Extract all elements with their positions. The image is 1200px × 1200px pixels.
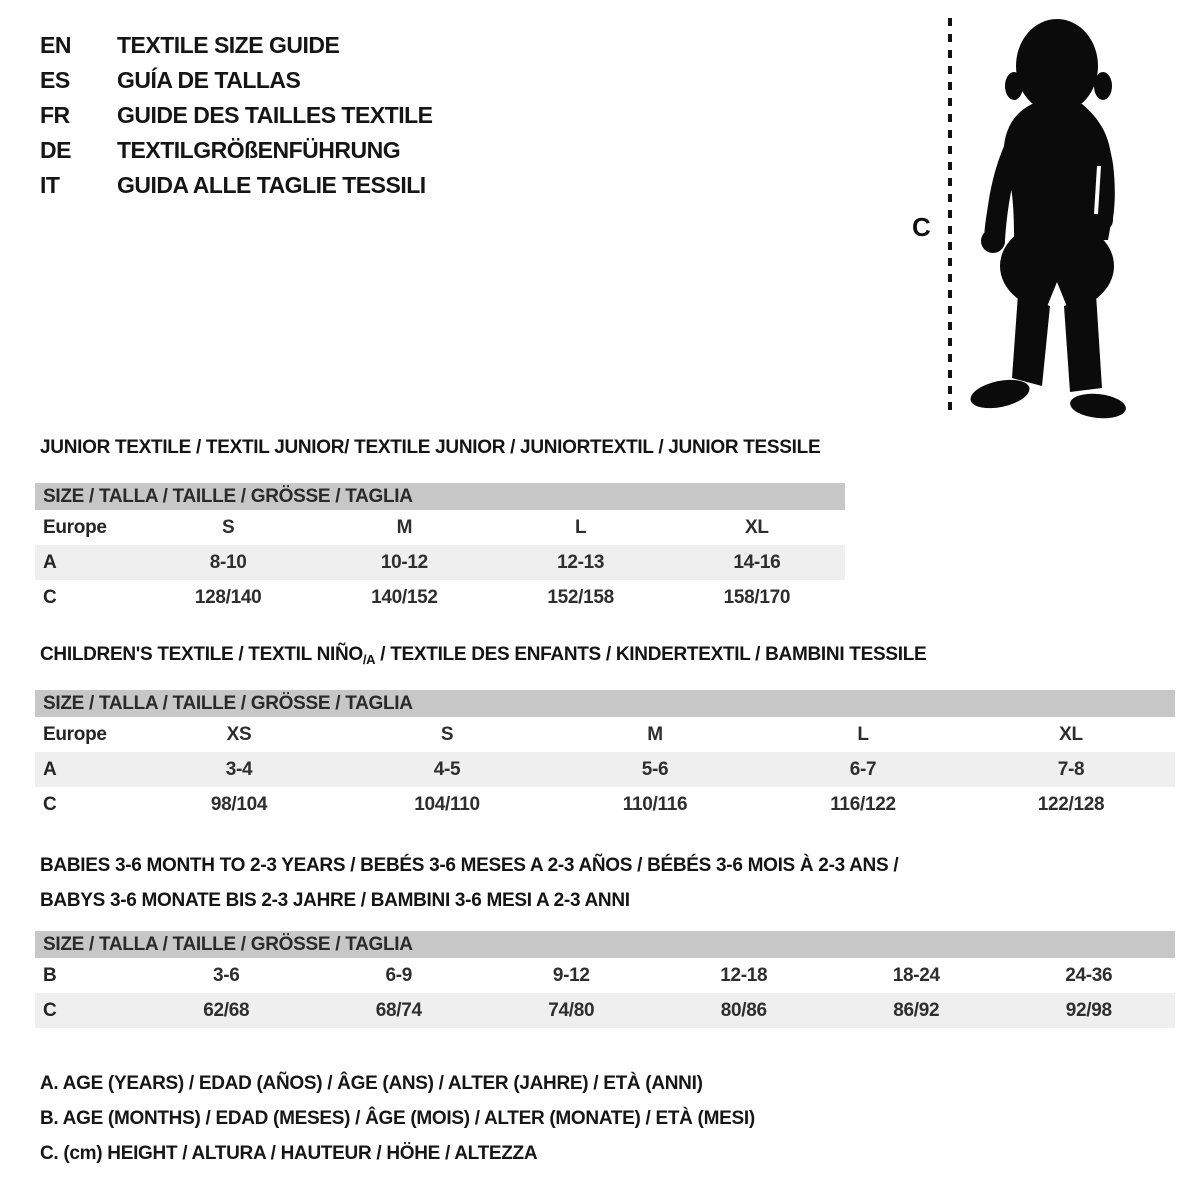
legend-line-a: A. AGE (YEARS) / EDAD (AÑOS) / ÂGE (ANS) / ALTER (JAHRE) / ETÀ (ANNI) xyxy=(40,1073,703,1094)
babies-title-line2: BABYS 3-6 MONATE BIS 2-3 JAHRE / BAMBINI 3-6 MESI A 2-3 ANNI xyxy=(40,890,630,911)
language-title-list xyxy=(40,28,433,203)
row-label: C xyxy=(43,999,57,1021)
height-value: 98/104 xyxy=(210,793,268,815)
age-value: 5-6 xyxy=(641,758,669,780)
size-value: S xyxy=(221,516,235,538)
height-value: 80/86 xyxy=(720,999,767,1021)
age-value: 12-13 xyxy=(557,551,605,573)
babies-title-line1: BABIES 3-6 MONTH TO 2-3 YEARS / BEBÉS 3-6 MESES A 2-3 AÑOS / BÉBÉS 3-6 MOIS À 2-3 ANS / xyxy=(40,855,899,876)
lang-row-es xyxy=(40,63,433,98)
height-value: 140/152 xyxy=(371,586,438,608)
table-row xyxy=(35,993,1175,1028)
children-size-table xyxy=(35,690,1175,822)
table-row xyxy=(35,787,1175,822)
row-label: Europe xyxy=(43,516,107,538)
lang-code: ES xyxy=(40,67,70,93)
height-value: 86/92 xyxy=(893,999,940,1021)
toddler-silhouette-icon xyxy=(962,14,1140,420)
junior-size-table xyxy=(35,483,845,615)
size-value: L xyxy=(574,516,587,538)
row-label: B xyxy=(43,964,57,986)
lang-row-fr xyxy=(40,98,433,133)
table-row xyxy=(35,717,1175,752)
table-row xyxy=(35,958,1175,993)
lang-row-en xyxy=(40,28,433,63)
size-value: XL xyxy=(745,516,769,538)
table-row xyxy=(35,510,845,545)
lang-row-it xyxy=(40,168,433,203)
age-value: 6-9 xyxy=(385,964,413,986)
age-value: 9-12 xyxy=(552,964,590,986)
age-value: 3-4 xyxy=(225,758,253,780)
height-value: 74/80 xyxy=(548,999,595,1021)
size-header-bar: SIZE / TALLA / TAILLE / GRÖSSE / TAGLIA xyxy=(35,931,1175,958)
row-label: C xyxy=(43,586,57,608)
size-value: S xyxy=(440,723,454,745)
age-value: 10-12 xyxy=(380,551,428,573)
row-label: A xyxy=(43,551,57,573)
measure-legend xyxy=(40,1066,755,1171)
junior-section-title: JUNIOR TEXTILE / TEXTIL JUNIOR/ TEXTILE JUNIOR / JUNIORTEXTIL / JUNIOR TESSILE xyxy=(40,437,821,458)
row-label: C xyxy=(43,793,57,815)
table-row xyxy=(35,545,845,580)
lang-row-de xyxy=(40,133,433,168)
babies-size-table xyxy=(35,931,1175,1028)
age-value: 8-10 xyxy=(209,551,247,573)
size-value: M xyxy=(396,516,413,538)
height-dashed-line xyxy=(948,18,952,416)
size-value: L xyxy=(857,723,869,745)
age-value: 4-5 xyxy=(433,758,461,780)
height-value: 158/170 xyxy=(723,586,791,608)
table-row xyxy=(35,580,845,615)
size-header-bar: SIZE / TALLA / TAILLE / GRÖSSE / TAGLIA xyxy=(35,690,1175,717)
age-value: 7-8 xyxy=(1057,758,1085,780)
table-row xyxy=(35,752,1175,787)
row-label: Europe xyxy=(43,723,107,745)
height-value: 122/128 xyxy=(1037,793,1105,815)
lang-title: TEXTILGRÖßENFÜHRUNG xyxy=(117,137,401,163)
height-value: 110/116 xyxy=(622,793,688,815)
height-value: 92/98 xyxy=(1065,999,1112,1021)
children-title-sub: /A xyxy=(362,652,376,667)
lang-title: GUIDA ALLE TAGLIE TESSILI xyxy=(117,172,426,198)
lang-title: GUÍA DE TALLAS xyxy=(117,67,301,93)
age-value: 24-36 xyxy=(1065,964,1113,986)
size-value: M xyxy=(647,723,663,745)
babies-section-title xyxy=(40,848,898,918)
size-value: XS xyxy=(226,723,252,745)
children-title-text: CHILDREN'S TEXTILE / TEXTIL NIÑO xyxy=(40,644,363,665)
row-label: A xyxy=(43,758,57,780)
legend-line-c: C. (cm) HEIGHT / ALTURA / HAUTEUR / HÖHE / ALTEZZA xyxy=(40,1143,538,1164)
age-value: 6-7 xyxy=(849,758,877,780)
legend-line-b: B. AGE (MONTHS) / EDAD (MESES) / ÂGE (MOIS) / ALTER (MONATE) / ETÀ (MESI) xyxy=(40,1108,755,1129)
age-value: 14-16 xyxy=(733,551,781,573)
lang-code: EN xyxy=(40,32,71,58)
lang-title: TEXTILE SIZE GUIDE xyxy=(117,32,340,58)
lang-code: IT xyxy=(40,172,60,198)
height-value: 116/122 xyxy=(830,793,896,815)
children-title-text: / TEXTILE DES ENFANTS / KINDERTEXTIL / BAMBINI TESSILE xyxy=(375,644,927,665)
height-value: 104/110 xyxy=(414,793,480,815)
size-value: XL xyxy=(1059,723,1083,745)
height-measure-label: C xyxy=(912,212,931,242)
height-value: 62/68 xyxy=(203,999,250,1021)
height-value: 128/140 xyxy=(194,586,262,608)
age-value: 3-6 xyxy=(212,964,240,986)
lang-code: FR xyxy=(40,102,70,128)
height-value: 152/158 xyxy=(547,586,614,608)
lang-code: DE xyxy=(40,137,71,163)
height-value: 68/74 xyxy=(375,999,422,1021)
size-header-bar: SIZE / TALLA / TAILLE / GRÖSSE / TAGLIA xyxy=(35,483,845,510)
age-value: 18-24 xyxy=(892,964,940,986)
age-value: 12-18 xyxy=(720,964,768,986)
lang-title: GUIDE DES TAILLES TEXTILE xyxy=(117,102,433,128)
children-section-title xyxy=(40,644,926,667)
